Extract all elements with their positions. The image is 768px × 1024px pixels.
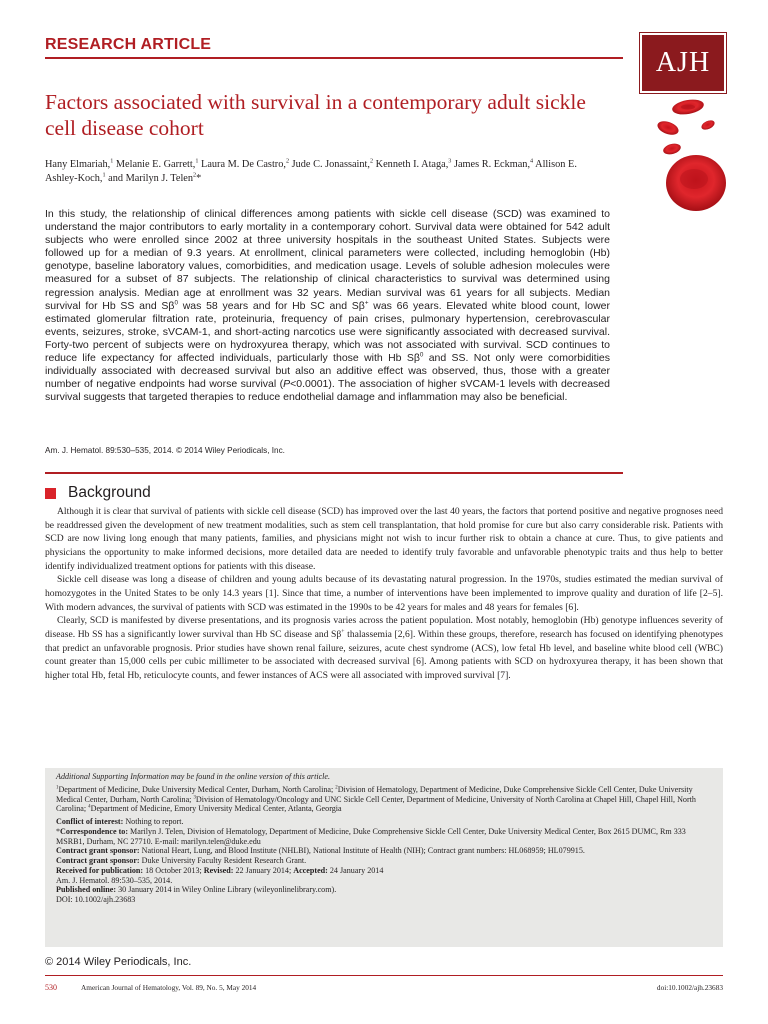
affiliations: $^1$Department of Medicine, Duke University Medical Center, Durham, North Carolina; $^2$Division of Hematology, Department of Medicine, Duke Comprehensive Sickle Cell Center, Duke University Medical Center, Durham, North Carolina; $^3$Division of Hematology/Oncology and UNC Sickle Cell Center, Department of Medicine, University of North Carolina at Chapel Hill, Chapel Hill, North Carolina; $^4$Department of Medicine, Emory University Medical Center, Atlanta, Georgia: [56, 784, 696, 814]
abstract: In this study, the relationship of clinical differences among patients with sickle cell disease (SCD) was examined to understand the major contributors to early mortality in a contemporary cohort. Survival data were obtained for 542 adult subjects who were enrolled since 2002 at three university hospitals in the southeast United States. Subjects were followed up for a median of 9.3 years. At enrollment, clinical parameters were collected, including hemoglobin (Hb) genotype, baseline laboratory values, comorbidities, and medication usage. Levels of soluble adhesion molecules were measured for a subset of 87 subjects. The relationship of clinical characteristics to survival was determined using regression analysis. Median age at enrollment was 32 years. Median survival was 61 years for all subjects. Median survival for Hb SS and $S\beta^0$ was 58 years and for Hb SC and Sβ+ was 66 years. Elevated white blood count, lower estimated glomerular filtration rate, proteinuria, frequency of pain crises, pulmonary hypertension, cerebrovascular events, seizures, stroke, sVCAM-1, and short-acting narcotics use were significantly associated with decreased survival. Forty-two percent of subjects were on hydroxyurea therapy, which was not associated with survival. SCD continues to reduce life expectancy for affected individuals, particularly those with Hb $S\beta^0$ and SS. Not only were comorbidities individually associated with decreased survival but also an additive effect was observed, thus, those with a greater number of negative endpoints had worse survival (P<0.0001). The association of higher sVCAM-1 levels with decreased survival suggests that targeted therapies to reduce endothelial damage and inflammation may also be beneficial.: [45, 208, 611, 404]
journal-info: American Journal of Hematology, Vol. 89, No. 5, May 2014: [81, 983, 257, 992]
received-dates: Received for publication: 18 October 2013; Revised: 22 January 2014; Accepted: 24 January 2014: [56, 865, 384, 875]
article-notes: [45, 768, 723, 947]
abstract-citation: Am. J. Hematol. 89:530–535, 2014. © 2014 Wiley Periodicals, Inc.: [45, 446, 285, 455]
author-list: Hany Elmariah,$^1$ Melanie E. Garrett,$^1$ Laura M. De Castro,$^2$ Jude C. Jonassaint,$^2$ Kenneth I. Ataga,$^3$ James R. Eckman,$^4$ Allison E. Ashley-Koch,$^1$ and Marilyn J. Telen$^2$*: [45, 157, 577, 184]
section-label: RESEARCH ARTICLE: [45, 36, 212, 53]
paragraph: Although it is clear that survival of patients with sickle cell disease (SCD) has improved over the last 40 years, the factors that portend positive and negative prognoses need be readdressed given the development of new treatment modalities, such as stem cell transplantation, that hold promise for cure but also carry considerable risk. Patients with SCD are now living long enough that many patients, families, and physicians might not wish to incur further risk to obtain a chance at cure. Thus, to give patients and physicians the opportunity to make informed decisions, more detailed data are needed to identify truly favorable and unfavorable phenotypic traits and thus help to better identify individualized treatment options for patients with this disease.: [45, 506, 723, 572]
journal-ref: Am. J. Hematol. 89:530–535, 2014.: [56, 875, 173, 885]
journal-logo: AJH: [640, 33, 726, 93]
conflict-value: Nothing to report.: [125, 817, 184, 826]
background-title: Background: [68, 484, 151, 501]
background-body: [45, 505, 723, 683]
published-value: 30 January 2014 in Wiley Online Library (wileyonlinelibrary.com).: [118, 885, 337, 895]
supporting-info: Additional Supporting Information may be found in the online version of this article.: [56, 772, 331, 781]
correspondence: *Correspondence to: Marilyn J. Telen, Division of Hematology, Department of Medicine, Duke Comprehensive Sickle Cell Center, Duke University Medical Center, Box 2615 DUMC, Rm 333 MSRB1, Durham, NC 27710. E-mail: marilyn.telen@duke.edu: [56, 826, 686, 846]
section-rule: [45, 472, 623, 474]
article-title: Factors associated with survival in a contemporary adult sickle cell disease cohort: [45, 90, 586, 140]
paragraph: Sickle cell disease was long a disease of children and young adults because of its devastating natural progression. In the 1970s, studies estimated the median survival of homozygotes in the United States to be only 14.3 years [1]. Since that time, a number of interventions have been implemented to improve quality and duration of life [2–5]. With modern advances, the survival of patients with SCD was estimated in the 1990s to be 42 years for males and 48 years for females [6].: [45, 574, 723, 613]
doi-note: DOI: 10.1002/ajh.23683: [56, 895, 136, 904]
header-rule: [45, 57, 623, 59]
grant-sponsor-1: Contract grant sponsor: National Heart, Lung, and Blood Institute (NHLBI), National Institute of Health (NIH); Contract grant numbers: HL068959; HL079915.: [56, 846, 585, 856]
conflict-label: Conflict of interest:: [56, 817, 124, 826]
paragraph: Clearly, SCD is manifested by diverse presentations, and its prognosis varies across the patient population. Most notably, hemoglobin (Hb) genotype influences severity of disease. Hb SS has a significantly lower survival than Hb SC disease and Sβ+ thalassemia [2,6]. Within these groups, therefore, research has focused on identifying phenotypes that predict an unfavorable prognosis. Prior studies have shown renal failure, seizures, acute chest syndrome (ACS), low fetal Hb level, and baseline white blood cell (WBC) count greater than 15,000 cells per cubic millimeter to be associated with decreased survival [6]. Among patients with SCD on hydroxyurea therapy, it has been shown that higher total Hb, fetal Hb, reticulocyte counts, and fewer instances of ACS were all associated with improved survival [7].: [45, 615, 723, 681]
published-label: Published online:: [56, 885, 117, 895]
section-marker-icon: [45, 488, 56, 499]
page-number: 530: [45, 983, 57, 992]
footer-rule: [45, 975, 723, 976]
footer-doi: doi:10.1002/ajh.23683: [656, 983, 723, 992]
grant-label: Contract grant sponsor:: [56, 856, 140, 865]
copyright: © 2014 Wiley Periodicals, Inc.: [45, 956, 192, 968]
red-blood-cells-illustration: [640, 95, 730, 215]
grant-sponsor-2: Duke University Faculty Resident Research Grant.: [141, 856, 307, 865]
background-heading: [45, 484, 151, 502]
